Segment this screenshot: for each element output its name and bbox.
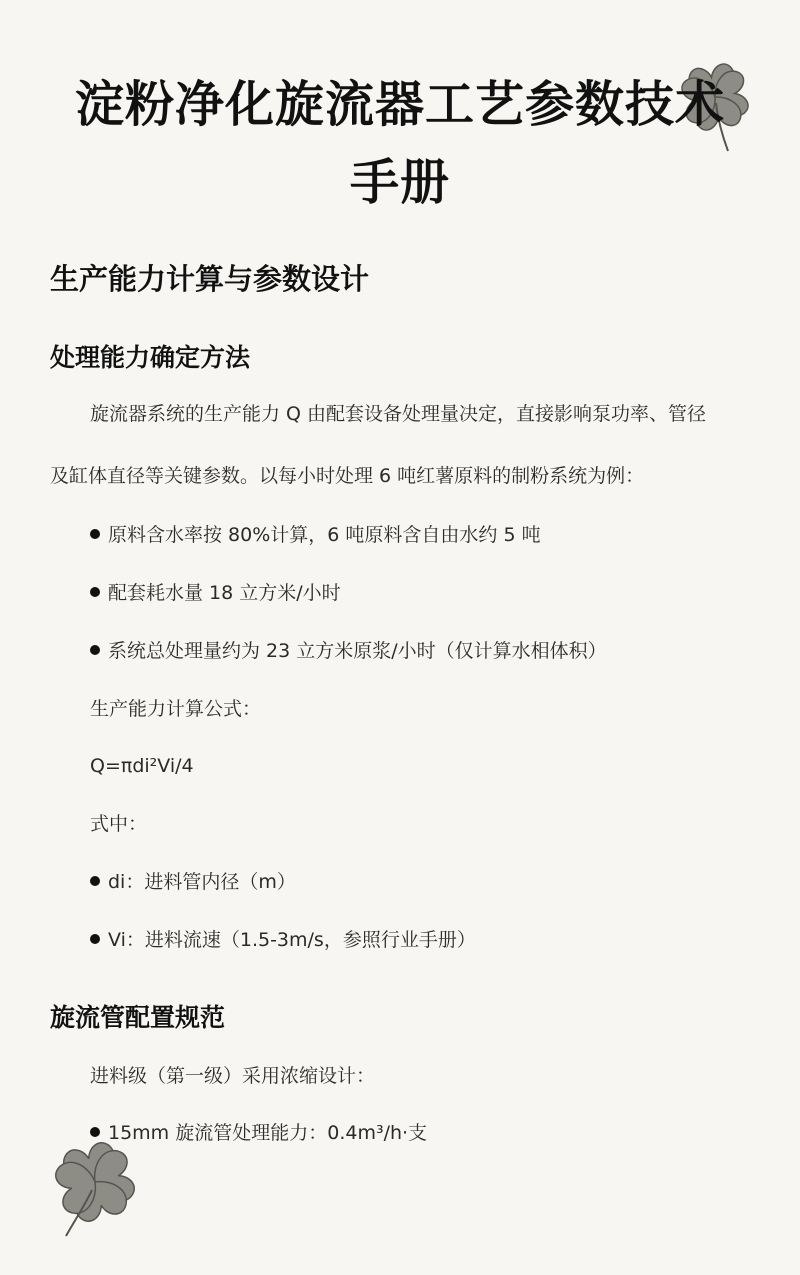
clover-bottom-icon: [40, 1130, 150, 1240]
document-title-line1: 淀粉净化旋流器工艺参数技术: [74, 76, 725, 133]
list-item-text: 配套耗水量 18 立方米/小时: [108, 582, 341, 604]
list-item: [90, 584, 341, 603]
list-item-text: Vi：进料流速（1.5-3m/s，参照行业手册）: [108, 929, 476, 951]
list-item-text: di：进料管内径（m）: [108, 871, 296, 893]
list-item: [90, 526, 541, 545]
subsection-heading-tubes: 旋流管配置规范: [50, 1003, 226, 1032]
formula: Q=πdi²Vi/4: [90, 755, 194, 777]
formula-label: 生产能力计算公式：: [90, 698, 262, 720]
section-heading: 生产能力计算与参数设计: [50, 262, 370, 296]
bullet-icon: [90, 876, 100, 886]
where-label: 式中：: [90, 813, 148, 835]
paragraph-line: 进料级（第一级）采用浓缩设计：: [90, 1065, 376, 1087]
list-item-text: 系统总处理量约为 23 立方米原浆/小时（仅计算水相体积）: [108, 640, 607, 662]
list-item-text: 原料含水率按 80%计算，6 吨原料含自由水约 5 吨: [108, 524, 541, 546]
paragraph-line: 旋流器系统的生产能力 Q 由配套设备处理量决定，直接影响泵功率、管径: [90, 403, 707, 425]
bullet-icon: [90, 645, 100, 655]
list-item: [90, 873, 296, 892]
bullet-icon: [90, 934, 100, 944]
bullet-icon: [90, 587, 100, 597]
list-item-text: 15mm 旋流管处理能力：0.4m³/h·支: [108, 1122, 428, 1144]
subsection-heading-capacity: 处理能力确定方法: [50, 343, 251, 372]
bullet-icon: [90, 529, 100, 539]
paragraph-line: 及缸体直径等关键参数。以每小时处理 6 吨红薯原料的制粉系统为例：: [50, 465, 645, 487]
document-title-line2: 手册: [349, 154, 450, 211]
list-item: [90, 642, 607, 661]
list-item: [90, 931, 476, 950]
